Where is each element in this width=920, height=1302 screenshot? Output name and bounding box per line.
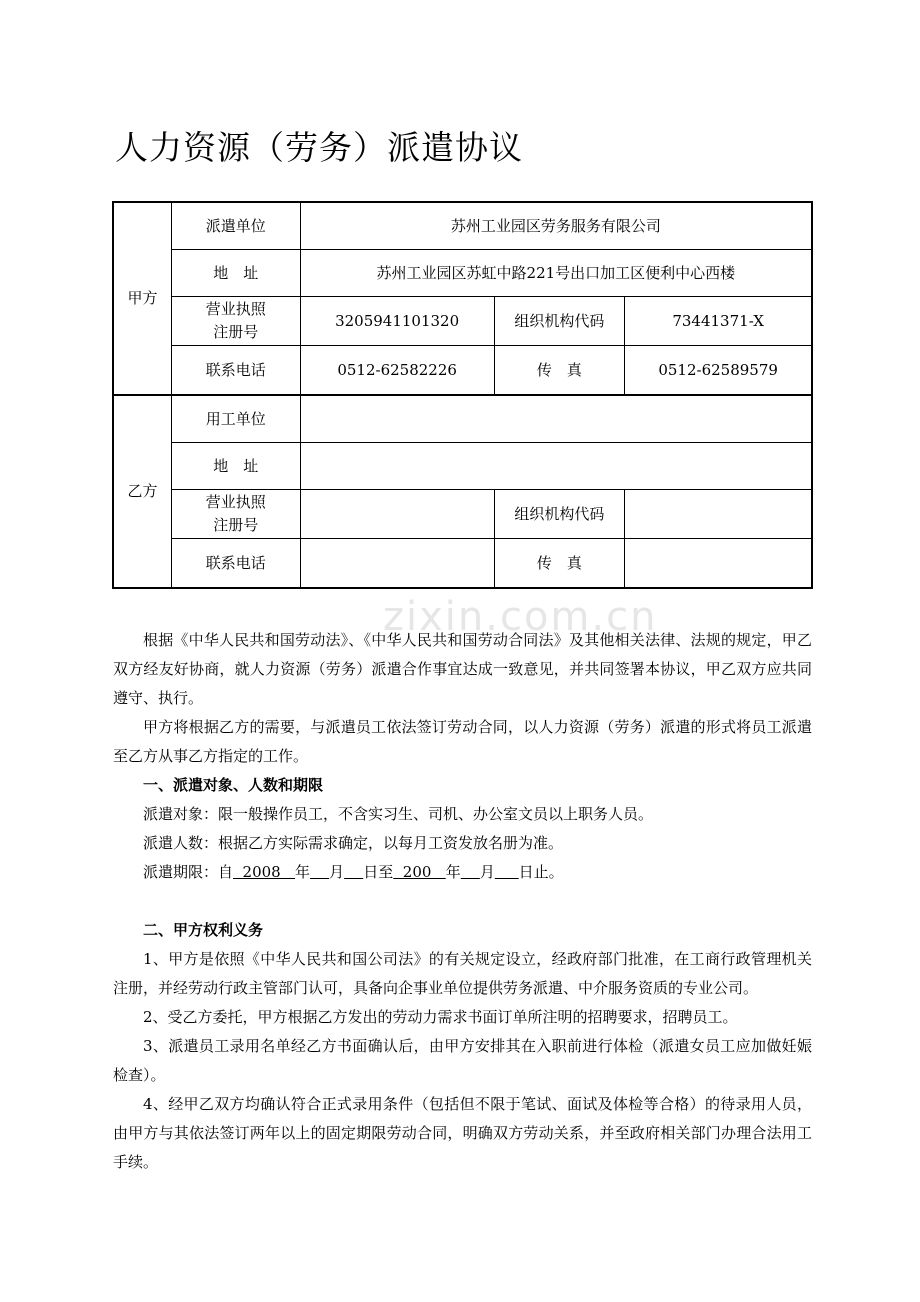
party-a-phone-value: 0512-62582226 xyxy=(300,346,494,396)
party-b-address-label: 地 址 xyxy=(171,443,300,490)
party-a-fax-label: 传 真 xyxy=(494,346,625,396)
page-title: 人力资源（劳务）派遣协议 xyxy=(115,128,523,167)
party-b-phone-label: 联系电话 xyxy=(171,539,300,588)
period-year-text-2: 年 xyxy=(445,863,461,881)
paragraph-dispatch: 甲方将根据乙方的需要，与派遣员工依法签订劳动合同，以人力资源（劳务）派遣的形式将员工派遣至乙方从事乙方指定的工作。 xyxy=(113,718,812,765)
party-b-fax-value xyxy=(625,539,812,588)
party-a-unit-label: 派遣单位 xyxy=(171,203,300,250)
party-a-phone-label: 联系电话 xyxy=(171,346,300,396)
party-a-unit-value: 苏州工业园区劳务服务有限公司 xyxy=(300,203,811,250)
paragraph-dispatch-target: 派遣对象：限一般操作员工，不含实习生、司机、办公室文员以上职务人员。 xyxy=(143,805,654,823)
party-info-table xyxy=(113,202,812,588)
paragraph-clause-1: 1、甲方是依照《中华人民共和国公司法》的有关规定设立，经政府部门批准，在工商行政管理机关注册，并经劳动行政主管部门认可，具备向企事业单位提供劳务派遣、中介服务资质的专业公司。 xyxy=(113,950,812,997)
party-a-label: 甲方 xyxy=(114,203,172,396)
party-b-license-value xyxy=(300,490,494,539)
period-year-text: 年 xyxy=(295,863,311,881)
paragraph-dispatch-count: 派遣人数：根据乙方实际需求确定，以每月工资发放名册为准。 xyxy=(143,834,564,852)
period-end-year: 200 xyxy=(393,863,446,881)
paragraph-clause-4: 4、经甲乙双方均确认符合正式录用条件（包括但不限于笔试、面试及体检等合格）的待录用人员，由甲方与其依法签订两年以上的固定期限劳动合同，明确双方劳动关系，并至政府相关部门办理合法用工手续。 xyxy=(113,1095,812,1171)
party-a-org-code-value: 73441371-X xyxy=(625,297,812,346)
party-b-label: 乙方 xyxy=(114,395,172,588)
party-a-fax-value: 0512-62589579 xyxy=(625,346,812,396)
period-end-month-blank xyxy=(461,863,480,881)
paragraph-intro: 根据《中华人民共和国劳动法》、《中华人民共和国劳动合同法》及其他相关法律、法规的规定，甲乙双方经友好协商，就人力资源（劳务）派遣合作事宜达成一致意见，并共同签署本协议，甲乙双方应共同遵守、执行。 xyxy=(113,631,812,707)
period-month-text: 月 xyxy=(329,863,345,881)
paragraph-clause-2: 2、受乙方委托，甲方根据乙方发出的劳动力需求书面订单所注明的招聘要求，招聘员工。 xyxy=(143,1008,738,1026)
period-start-year: 2008 xyxy=(233,863,296,881)
section-heading-1: 一、派遣对象、人数和期限 xyxy=(143,776,324,794)
party-b-unit-label: 用工单位 xyxy=(171,395,300,443)
paragraph-dispatch-period xyxy=(113,858,812,887)
section-heading-2: 二、甲方权利义务 xyxy=(143,921,264,939)
party-b-license-label: 营业执照注册号 xyxy=(171,490,300,539)
party-a-org-code-label: 组织机构代码 xyxy=(494,297,625,346)
period-month-text-2: 月 xyxy=(479,863,495,881)
party-a-address-value: 苏州工业园区苏虹中路221号出口加工区便利中心西楼 xyxy=(300,250,811,297)
party-b-org-code-label: 组织机构代码 xyxy=(494,490,625,539)
paragraph-clause-3: 3、派遣员工录用名单经乙方书面确认后，由甲方安排其在入职前进行体检（派遣女员工应加做妊娠检查）。 xyxy=(113,1037,812,1084)
party-b-org-code-value xyxy=(625,490,812,539)
party-a-address-label: 地 址 xyxy=(171,250,300,297)
period-prefix: 派遣期限：自 xyxy=(143,863,234,881)
party-b-fax-label: 传 真 xyxy=(494,539,625,588)
period-day-to-text: 日至 xyxy=(363,863,394,881)
party-b-unit-value xyxy=(300,395,811,443)
period-end-day-blank xyxy=(495,863,519,881)
agreement-body xyxy=(113,626,812,1177)
watermark: zixin.com.cn xyxy=(383,594,658,640)
party-a-license-label: 营业执照注册号 xyxy=(171,297,300,346)
party-b-phone-value xyxy=(300,539,494,588)
party-b-address-value xyxy=(300,443,811,490)
party-a-license-value: 3205941101320 xyxy=(300,297,494,346)
period-start-day-blank xyxy=(344,863,363,881)
period-start-month-blank xyxy=(310,863,329,881)
period-suffix: 日止。 xyxy=(518,863,564,881)
